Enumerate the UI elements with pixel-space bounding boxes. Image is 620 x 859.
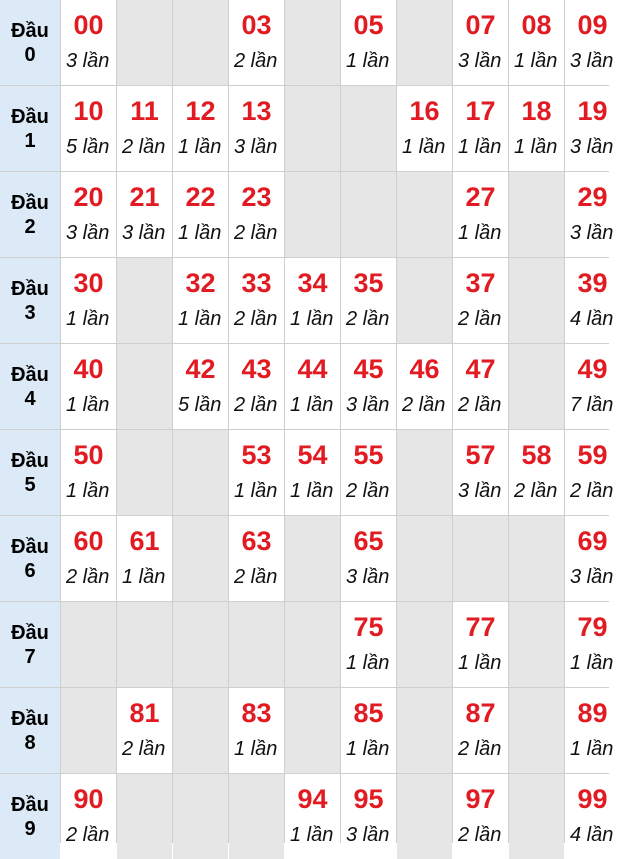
number-cell	[565, 774, 620, 859]
lottery-number: 69	[577, 526, 608, 556]
empty-cell	[285, 172, 340, 257]
occurrence-count: 1 lần	[234, 738, 278, 760]
lottery-number: 07	[465, 10, 496, 40]
empty-cell	[509, 344, 564, 429]
occurrence-count: 1 lần	[178, 136, 222, 158]
occurrence-count: 1 lần	[290, 480, 334, 502]
empty-cell	[341, 86, 396, 171]
row-header-digit: 4	[24, 387, 36, 410]
lottery-number: 95	[353, 784, 384, 814]
occurrence-count: 3 lần	[570, 136, 614, 158]
number-cell	[61, 258, 116, 343]
lottery-number: 77	[465, 612, 496, 642]
lottery-number: 29	[577, 182, 608, 212]
empty-cell	[285, 86, 340, 171]
lottery-number: 55	[353, 440, 384, 470]
lottery-number: 85	[353, 698, 384, 728]
number-cell	[117, 172, 172, 257]
lottery-number: 46	[409, 354, 440, 384]
occurrence-count: 3 lần	[570, 566, 614, 588]
occurrence-count: 2 lần	[66, 566, 110, 588]
occurrence-count: 7 lần	[570, 394, 614, 416]
empty-cell	[117, 0, 172, 85]
lottery-number: 10	[73, 96, 104, 126]
lottery-number: 45	[353, 354, 384, 384]
occurrence-count: 1 lần	[122, 566, 166, 588]
lottery-number: 05	[353, 10, 384, 40]
occurrence-count: 1 lần	[346, 738, 390, 760]
lottery-number: 19	[577, 96, 608, 126]
occurrence-count: 2 lần	[234, 222, 278, 244]
empty-cell	[509, 688, 564, 773]
lottery-number: 50	[73, 440, 104, 470]
lottery-number: 58	[521, 440, 552, 470]
number-cell	[565, 516, 620, 601]
occurrence-count: 4 lần	[570, 308, 614, 330]
number-cell	[397, 86, 452, 171]
occurrence-count: 3 lần	[122, 222, 166, 244]
empty-cell	[229, 774, 284, 859]
empty-cell	[453, 516, 508, 601]
number-cell	[285, 774, 340, 859]
occurrence-count: 4 lần	[570, 824, 614, 846]
row-header-label: Đầu	[11, 19, 49, 42]
number-cell	[229, 258, 284, 343]
number-cell	[173, 172, 228, 257]
number-cell	[509, 86, 564, 171]
occurrence-count: 2 lần	[458, 308, 502, 330]
number-cell	[117, 688, 172, 773]
number-cell	[173, 258, 228, 343]
lottery-number: 61	[129, 526, 160, 556]
occurrence-count: 1 lần	[178, 308, 222, 330]
row-header-digit: 8	[24, 731, 36, 754]
occurrence-count: 2 lần	[458, 824, 502, 846]
row-header	[0, 774, 60, 859]
row-header-label: Đầu	[11, 105, 49, 128]
number-cell	[61, 344, 116, 429]
lottery-number: 81	[129, 698, 160, 728]
number-cell	[173, 344, 228, 429]
lottery-number: 17	[465, 96, 496, 126]
row-header-label: Đầu	[11, 707, 49, 730]
number-cell	[453, 258, 508, 343]
number-cell	[341, 602, 396, 687]
row-header-digit: 0	[24, 43, 36, 66]
lottery-number: 33	[241, 268, 272, 298]
number-cell	[453, 602, 508, 687]
lottery-number: 79	[577, 612, 608, 642]
number-cell	[565, 0, 620, 85]
number-cell	[509, 430, 564, 515]
row-header-digit: 3	[24, 301, 36, 324]
row-header-digit: 1	[24, 129, 36, 152]
row-header	[0, 172, 60, 257]
occurrence-count: 2 lần	[234, 566, 278, 588]
number-cell	[229, 86, 284, 171]
occurrence-count: 1 lần	[290, 394, 334, 416]
occurrence-count: 1 lần	[234, 480, 278, 502]
lottery-number: 18	[521, 96, 552, 126]
occurrence-count: 1 lần	[290, 308, 334, 330]
lottery-number: 65	[353, 526, 384, 556]
row-header	[0, 258, 60, 343]
number-cell	[341, 688, 396, 773]
row-header	[0, 86, 60, 171]
empty-cell	[509, 516, 564, 601]
occurrence-count: 5 lần	[66, 136, 110, 158]
occurrence-count: 3 lần	[234, 136, 278, 158]
lottery-number: 97	[465, 784, 496, 814]
lottery-number: 54	[297, 440, 328, 470]
empty-cell	[285, 0, 340, 85]
lottery-number: 39	[577, 268, 608, 298]
occurrence-count: 3 lần	[570, 50, 614, 72]
lottery-number: 43	[241, 354, 272, 384]
number-cell	[565, 602, 620, 687]
number-cell	[229, 172, 284, 257]
lottery-number: 20	[73, 182, 104, 212]
occurrence-count: 2 lần	[346, 308, 390, 330]
empty-cell	[397, 430, 452, 515]
occurrence-count: 2 lần	[402, 394, 446, 416]
lottery-number: 11	[130, 96, 159, 126]
lottery-number: 89	[577, 698, 608, 728]
occurrence-count: 2 lần	[514, 480, 558, 502]
empty-cell	[117, 430, 172, 515]
number-cell	[285, 258, 340, 343]
occurrence-count: 3 lần	[458, 480, 502, 502]
empty-cell	[117, 344, 172, 429]
occurrence-count: 5 lần	[178, 394, 222, 416]
occurrence-count: 3 lần	[346, 394, 390, 416]
empty-cell	[117, 258, 172, 343]
number-cell	[565, 172, 620, 257]
number-cell	[341, 516, 396, 601]
lottery-number: 42	[185, 354, 216, 384]
occurrence-count: 1 lần	[458, 222, 502, 244]
empty-cell	[173, 516, 228, 601]
number-cell	[453, 86, 508, 171]
lottery-number: 12	[185, 96, 216, 126]
empty-cell	[397, 258, 452, 343]
lottery-number: 35	[353, 268, 384, 298]
number-cell	[565, 344, 620, 429]
occurrence-count: 1 lần	[346, 50, 390, 72]
number-cell	[341, 430, 396, 515]
empty-cell	[117, 602, 172, 687]
lottery-number: 47	[465, 354, 496, 384]
lottery-number: 03	[241, 10, 272, 40]
occurrence-count: 3 lần	[458, 50, 502, 72]
number-cell	[61, 172, 116, 257]
occurrence-count: 2 lần	[346, 480, 390, 502]
number-cell	[565, 86, 620, 171]
row-header-digit: 7	[24, 645, 36, 668]
lottery-number: 08	[521, 10, 552, 40]
empty-cell	[173, 602, 228, 687]
row-header-digit: 2	[24, 215, 36, 238]
row-header	[0, 344, 60, 429]
row-header-digit: 6	[24, 559, 36, 582]
lottery-number: 60	[73, 526, 104, 556]
empty-cell	[341, 172, 396, 257]
lottery-number: 21	[129, 182, 160, 212]
number-cell	[229, 0, 284, 85]
empty-cell	[61, 602, 116, 687]
row-header	[0, 602, 60, 687]
lottery-number: 83	[241, 698, 272, 728]
lottery-number: 30	[73, 268, 104, 298]
occurrence-count: 3 lần	[66, 222, 110, 244]
occurrence-count: 2 lần	[66, 824, 110, 846]
occurrence-count: 2 lần	[122, 136, 166, 158]
number-cell	[453, 688, 508, 773]
number-cell	[341, 774, 396, 859]
occurrence-count: 1 lần	[570, 738, 614, 760]
lottery-number: 94	[297, 784, 328, 814]
number-cell	[453, 774, 508, 859]
empty-cell	[173, 430, 228, 515]
lottery-number: 16	[409, 96, 440, 126]
occurrence-count: 1 lần	[514, 136, 558, 158]
lottery-number: 49	[577, 354, 608, 384]
lottery-number: 90	[73, 784, 104, 814]
row-header	[0, 430, 60, 515]
number-cell	[565, 430, 620, 515]
empty-cell	[173, 0, 228, 85]
number-cell	[565, 258, 620, 343]
number-cell	[509, 0, 564, 85]
lottery-number: 44	[297, 354, 328, 384]
number-cell	[285, 344, 340, 429]
number-cell	[117, 516, 172, 601]
occurrence-count: 1 lần	[66, 308, 110, 330]
row-header-label: Đầu	[11, 449, 49, 472]
empty-cell	[117, 774, 172, 859]
row-header-digit: 5	[24, 473, 36, 496]
number-cell	[453, 344, 508, 429]
lottery-number: 34	[297, 268, 328, 298]
empty-cell	[509, 172, 564, 257]
occurrence-count: 1 lần	[458, 136, 502, 158]
empty-cell	[397, 516, 452, 601]
empty-cell	[229, 602, 284, 687]
lottery-number: 40	[73, 354, 104, 384]
occurrence-count: 2 lần	[122, 738, 166, 760]
row-header-label: Đầu	[11, 535, 49, 558]
number-cell	[229, 344, 284, 429]
empty-cell	[397, 774, 452, 859]
occurrence-count: 2 lần	[234, 308, 278, 330]
lottery-number: 75	[353, 612, 384, 642]
occurrence-count: 2 lần	[458, 738, 502, 760]
number-cell	[61, 86, 116, 171]
empty-cell	[509, 602, 564, 687]
lottery-number: 87	[465, 698, 496, 728]
row-header-digit: 9	[24, 817, 36, 840]
number-cell	[341, 258, 396, 343]
number-cell	[341, 344, 396, 429]
empty-cell	[173, 688, 228, 773]
row-header	[0, 688, 60, 773]
number-cell	[61, 516, 116, 601]
occurrence-count: 1 lần	[458, 652, 502, 674]
occurrence-count: 1 lần	[346, 652, 390, 674]
row-header-label: Đầu	[11, 277, 49, 300]
number-cell	[397, 344, 452, 429]
lottery-number: 53	[241, 440, 272, 470]
number-cell	[565, 688, 620, 773]
empty-cell	[509, 258, 564, 343]
occurrence-count: 3 lần	[66, 50, 110, 72]
occurrence-count: 1 lần	[290, 824, 334, 846]
row-header-label: Đầu	[11, 363, 49, 386]
empty-cell	[397, 0, 452, 85]
number-cell	[285, 430, 340, 515]
number-cell	[229, 688, 284, 773]
empty-cell	[285, 516, 340, 601]
lottery-number: 00	[73, 10, 104, 40]
occurrence-count: 2 lần	[570, 480, 614, 502]
occurrence-count: 1 lần	[402, 136, 446, 158]
number-cell	[173, 86, 228, 171]
occurrence-count: 2 lần	[234, 394, 278, 416]
lottery-number: 27	[465, 182, 496, 212]
row-header-label: Đầu	[11, 793, 49, 816]
lottery-number: 59	[577, 440, 608, 470]
empty-cell	[61, 688, 116, 773]
occurrence-count: 1 lần	[66, 480, 110, 502]
number-cell	[61, 774, 116, 859]
occurrence-count: 1 lần	[66, 394, 110, 416]
lottery-number: 22	[185, 182, 216, 212]
lottery-number: 99	[577, 784, 608, 814]
empty-cell	[397, 172, 452, 257]
empty-cell	[397, 688, 452, 773]
number-cell	[229, 516, 284, 601]
number-cell	[453, 430, 508, 515]
number-cell	[229, 430, 284, 515]
number-cell	[61, 430, 116, 515]
lottery-number: 32	[185, 268, 216, 298]
empty-cell	[509, 774, 564, 859]
occurrence-count: 2 lần	[458, 394, 502, 416]
number-cell	[61, 0, 116, 85]
occurrence-count: 3 lần	[346, 566, 390, 588]
number-cell	[453, 0, 508, 85]
number-cell	[117, 86, 172, 171]
empty-cell	[397, 602, 452, 687]
empty-cell	[173, 774, 228, 859]
occurrence-count: 1 lần	[570, 652, 614, 674]
row-header-label: Đầu	[11, 191, 49, 214]
number-cell	[453, 172, 508, 257]
lottery-number: 37	[465, 268, 496, 298]
lottery-number: 57	[465, 440, 496, 470]
occurrence-count: 3 lần	[570, 222, 614, 244]
lottery-number: 23	[241, 182, 272, 212]
row-header-label: Đầu	[11, 621, 49, 644]
occurrence-count: 3 lần	[346, 824, 390, 846]
occurrence-count: 2 lần	[234, 50, 278, 72]
row-header	[0, 516, 60, 601]
lottery-number: 63	[241, 526, 272, 556]
empty-cell	[285, 602, 340, 687]
occurrence-count: 1 lần	[178, 222, 222, 244]
lottery-number: 09	[577, 10, 608, 40]
lottery-number: 13	[241, 96, 272, 126]
occurrence-count: 1 lần	[514, 50, 558, 72]
row-header	[0, 0, 60, 85]
number-cell	[341, 0, 396, 85]
empty-cell	[285, 688, 340, 773]
